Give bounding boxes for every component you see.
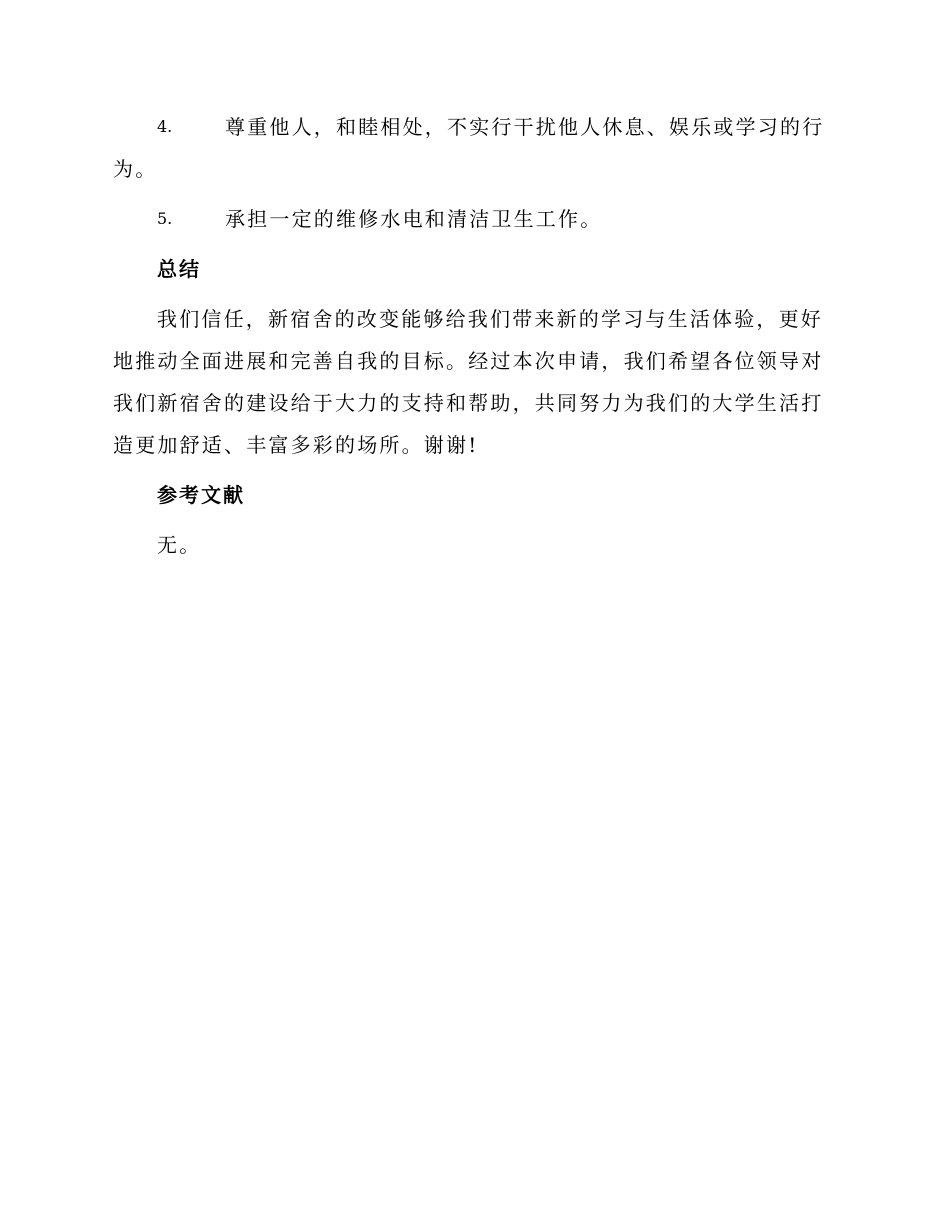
list-text: 承担一定的维修水电和清洁卫生工作。 <box>225 207 603 231</box>
top-margin <box>113 0 830 106</box>
list-item-5 <box>113 198 830 240</box>
list-text: 尊重他人，和睦相处，不实行干扰他人休息、娱乐或学习的行为。 <box>113 115 825 181</box>
summary-paragraph: 我们信任，新宿舍的改变能够给我们带来新的学习与生活体验，更好地推动全面进展和完善自我的目标。经过本次申请，我们希望各位领导对我们新宿舍的建设给于大力的支持和帮助，共同努力为我们的大学生活打造更加舒适、丰富多彩的场所。谢谢! <box>113 307 824 457</box>
list-item-4 <box>113 106 830 190</box>
list-number: 4. <box>157 117 173 136</box>
list-number: 5. <box>157 209 173 228</box>
references-heading: 参考文献 <box>157 483 245 507</box>
summary-heading: 总结 <box>157 257 201 281</box>
references-paragraph: 无。 <box>157 533 202 557</box>
